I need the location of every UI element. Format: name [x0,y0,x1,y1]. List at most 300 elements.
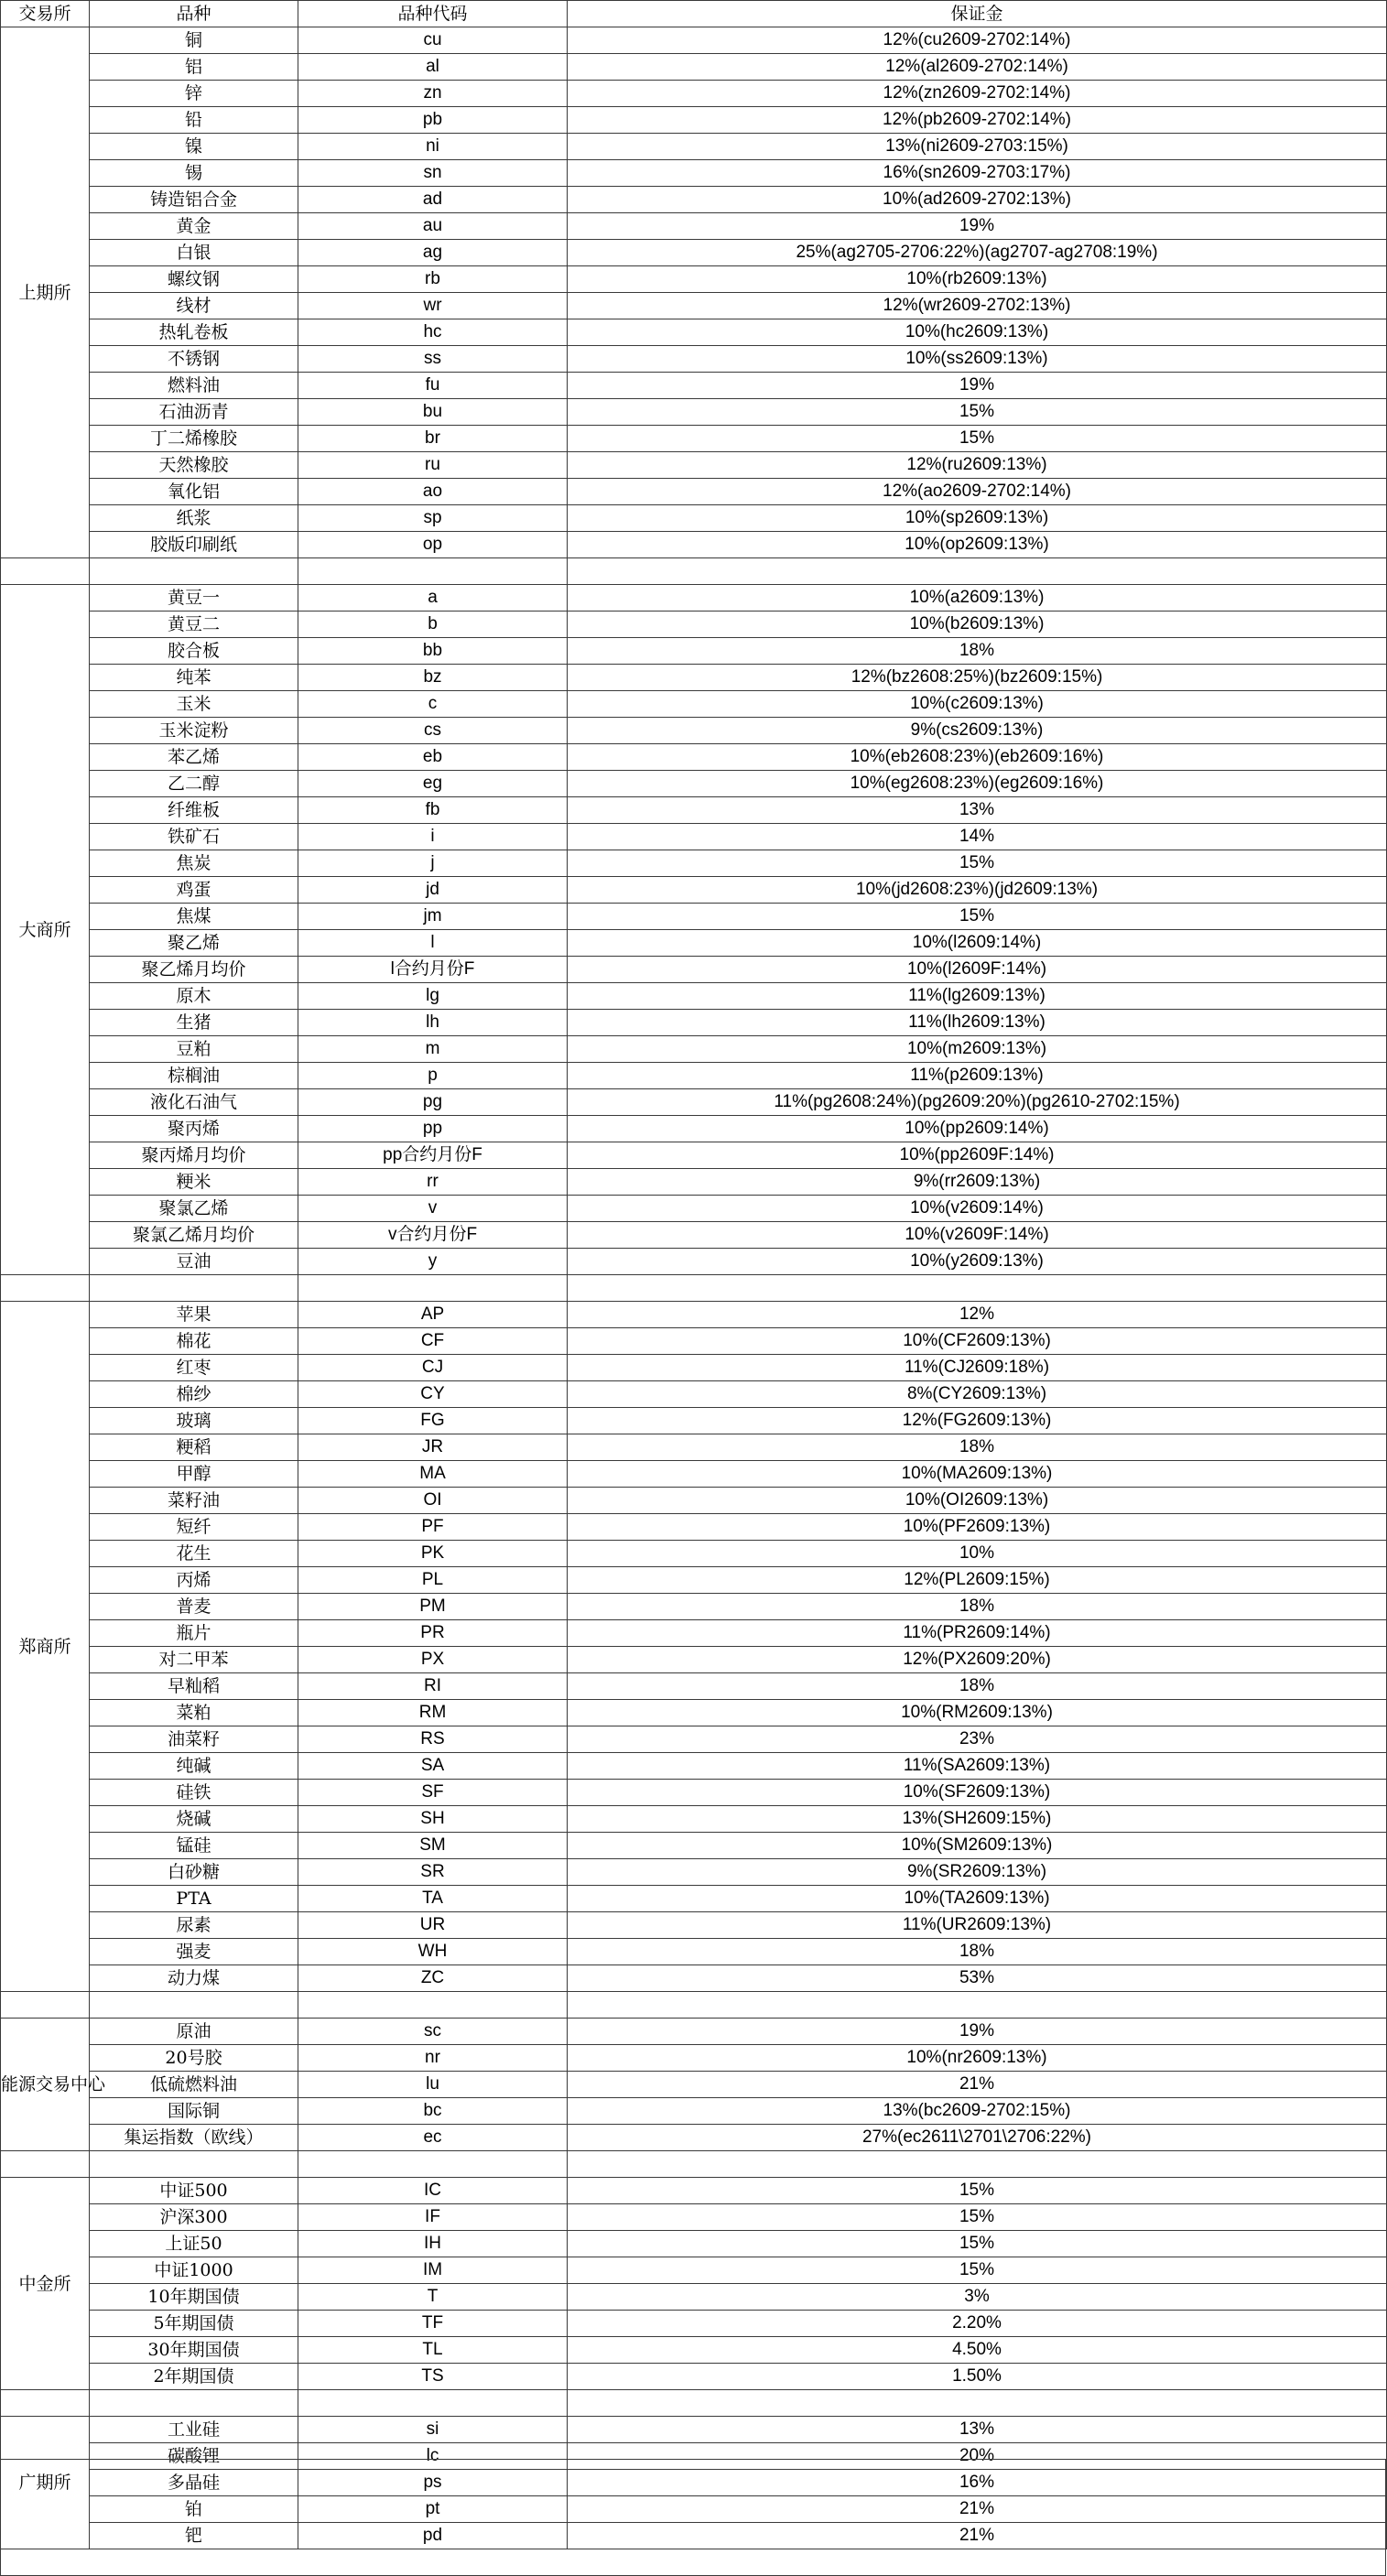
variety-cell: 天然橡胶 [90,452,298,479]
variety-cell: 苯乙烯 [90,744,298,771]
code-cell: IH [298,2231,568,2257]
margin-cell: 14% [568,824,1387,850]
margin-cell: 11%(PR2609:14%) [568,1620,1387,1647]
variety-cell: 强麦 [90,1939,298,1965]
code-cell: ao [298,479,568,505]
margin-cell: 15% [568,426,1387,452]
code-cell: OI [298,1488,568,1514]
margin-cell: 12%(al2609-2702:14%) [568,54,1387,81]
empty-cell [90,1275,298,1302]
table-row [1,850,1387,877]
variety-cell: 锰硅 [90,1833,298,1859]
table-row [1,2311,1387,2337]
table-row [1,771,1387,797]
margin-cell: 10%(SM2609:13%) [568,1833,1387,1859]
margin-cell: 8%(CY2609:13%) [568,1381,1387,1408]
table-row [1,1116,1387,1142]
code-cell: i [298,824,568,850]
variety-cell: 工业硅 [90,2417,298,2443]
variety-cell: 液化石油气 [90,1089,298,1116]
table-row [1,1859,1387,1886]
code-cell: rb [298,266,568,293]
margin-cell: 18% [568,638,1387,665]
code-cell: nr [298,2045,568,2072]
code-cell: sn [298,160,568,187]
code-cell: pt [298,2496,568,2523]
code-cell: wr [298,293,568,319]
table-row [1,1302,1387,1328]
variety-cell: 氧化铝 [90,479,298,505]
code-cell: bc [298,2098,568,2125]
exchange-cell: 大商所 [1,585,90,1275]
variety-cell: 燃料油 [90,373,298,399]
code-cell: WH [298,1939,568,1965]
header-margin: 保证金 [568,1,1387,27]
code-cell: ru [298,452,568,479]
margin-cell: 4.50% [568,2337,1387,2364]
variety-cell: 短纤 [90,1514,298,1541]
empty-cell [298,2151,568,2178]
variety-cell: 原木 [90,983,298,1010]
margin-cell: 15% [568,2204,1387,2231]
variety-cell: 玻璃 [90,1408,298,1434]
empty-cell [568,2151,1387,2178]
table-row [1,691,1387,718]
variety-cell: 线材 [90,293,298,319]
margin-cell: 12%(zn2609-2702:14%) [568,81,1387,107]
variety-cell: 多晶硅 [90,2470,298,2496]
margin-cell: 3% [568,2284,1387,2311]
spacer-row [1,1992,1387,2019]
variety-cell: 花生 [90,1541,298,1567]
margin-cell: 9%(SR2609:13%) [568,1859,1387,1886]
margin-cell: 15% [568,2178,1387,2204]
margin-cell: 21% [568,2523,1387,2549]
code-cell: pp [298,1116,568,1142]
header-row [1,1,1387,27]
variety-cell: 钯 [90,2523,298,2549]
margin-cell: 12% [568,1302,1387,1328]
margin-cell: 18% [568,1434,1387,1461]
margin-cell: 13% [568,2417,1387,2443]
variety-cell: 瓶片 [90,1620,298,1647]
code-cell: ag [298,240,568,266]
code-cell: zn [298,81,568,107]
empty-cell [90,558,298,585]
code-cell: SR [298,1859,568,1886]
empty-cell [1,2151,90,2178]
variety-cell: 黄金 [90,213,298,240]
table-row [1,346,1387,373]
variety-cell: 铜 [90,27,298,54]
margin-cell: 10%(rb2609:13%) [568,266,1387,293]
code-cell: lg [298,983,568,1010]
table-row [1,1912,1387,1939]
margin-cell: 10%(l2609:14%) [568,930,1387,957]
code-cell: ps [298,2470,568,2496]
code-cell: ad [298,187,568,213]
table-row [1,27,1387,54]
variety-cell: 聚丙烯 [90,1116,298,1142]
variety-cell: 纯苯 [90,665,298,691]
table-row [1,1939,1387,1965]
margin-cell: 10%(m2609:13%) [568,1036,1387,1063]
table-row [1,824,1387,850]
variety-cell: 中证500 [90,2178,298,2204]
table-row [1,452,1387,479]
table-row [1,1036,1387,1063]
header-code: 品种代码 [298,1,568,27]
table-row [1,1594,1387,1620]
variety-cell: 菜粕 [90,1700,298,1726]
variety-cell: 镍 [90,134,298,160]
code-cell: PR [298,1620,568,1647]
margin-cell: 11%(CJ2609:18%) [568,1355,1387,1381]
table-row [1,2364,1387,2390]
margin-cell: 12%(wr2609-2702:13%) [568,293,1387,319]
margin-cell: 20% [568,2443,1387,2470]
variety-cell: 20号胶 [90,2045,298,2072]
spacer-row [1,558,1387,585]
code-cell: c [298,691,568,718]
code-cell: UR [298,1912,568,1939]
margin-cell: 10%(RM2609:13%) [568,1700,1387,1726]
variety-cell: 沪深300 [90,2204,298,2231]
table-row [1,293,1387,319]
variety-cell: 焦煤 [90,904,298,930]
variety-cell: 乙二醇 [90,771,298,797]
table-row [1,1169,1387,1196]
margin-cell: 21% [568,2072,1387,2098]
table-row [1,373,1387,399]
variety-cell: 不锈钢 [90,346,298,373]
margin-cell: 12%(PX2609:20%) [568,1647,1387,1673]
variety-cell: 棉花 [90,1328,298,1355]
code-cell: PK [298,1541,568,1567]
variety-cell: 黄豆二 [90,612,298,638]
table-row [1,665,1387,691]
table-row [1,1355,1387,1381]
margin-cell: 10%(v2609:14%) [568,1196,1387,1222]
table-row [1,1806,1387,1833]
margin-cell: 10%(sp2609:13%) [568,505,1387,532]
code-cell: sc [298,2019,568,2045]
margin-cell: 1.50% [568,2364,1387,2390]
code-cell: pg [298,1089,568,1116]
margin-cell: 12%(FG2609:13%) [568,1408,1387,1434]
margin-cell: 19% [568,213,1387,240]
table-row [1,2045,1387,2072]
empty-cell [90,2151,298,2178]
table-row [1,1833,1387,1859]
table-row [1,2072,1387,2098]
margin-cell: 10%(jd2608:23%)(jd2609:13%) [568,877,1387,904]
variety-cell: 聚乙烯月均价 [90,957,298,983]
variety-cell: 菜籽油 [90,1488,298,1514]
empty-cell [298,1275,568,1302]
code-cell: op [298,532,568,558]
variety-cell: 10年期国债 [90,2284,298,2311]
table-row [1,1673,1387,1700]
empty-cell [1,1992,90,2019]
code-cell: ss [298,346,568,373]
margin-cell: 10%(v2609F:14%) [568,1222,1387,1249]
variety-cell: 粳稻 [90,1434,298,1461]
table-row [1,1381,1387,1408]
table-row [1,240,1387,266]
table-row [1,612,1387,638]
variety-cell: 油菜籽 [90,1726,298,1753]
margin-cell: 19% [568,373,1387,399]
table-row [1,2417,1387,2443]
spacer-row [1,1275,1387,1302]
variety-cell: 鸡蛋 [90,877,298,904]
code-cell: CJ [298,1355,568,1381]
margin-cell: 10%(pp2609:14%) [568,1116,1387,1142]
table-row [1,585,1387,612]
variety-cell: 锌 [90,81,298,107]
margin-cell: 15% [568,904,1387,930]
table-row [1,1965,1387,1992]
margin-cell: 12%(pb2609-2702:14%) [568,107,1387,134]
variety-cell: 纤维板 [90,797,298,824]
variety-cell: 铅 [90,107,298,134]
variety-cell: 生猪 [90,1010,298,1036]
variety-cell: 动力煤 [90,1965,298,1992]
code-cell: l合约月份F [298,957,568,983]
code-cell: SF [298,1780,568,1806]
code-cell: al [298,54,568,81]
code-cell: PX [298,1647,568,1673]
margin-cell: 27%(ec2611\2701\2706:22%) [568,2125,1387,2151]
table-row [1,1249,1387,1275]
code-cell: v合约月份F [298,1222,568,1249]
code-cell: cs [298,718,568,744]
margin-cell: 11%(UR2609:13%) [568,1912,1387,1939]
margin-cell: 11%(p2609:13%) [568,1063,1387,1089]
margin-cell: 10%(ad2609-2702:13%) [568,187,1387,213]
table-row [1,1196,1387,1222]
margin-cell: 15% [568,850,1387,877]
code-cell: JR [298,1434,568,1461]
variety-cell: 棕榈油 [90,1063,298,1089]
table-row [1,1620,1387,1647]
variety-cell: 烧碱 [90,1806,298,1833]
margin-cell: 10%(b2609:13%) [568,612,1387,638]
code-cell: si [298,2417,568,2443]
variety-cell: 玉米淀粉 [90,718,298,744]
code-cell: AP [298,1302,568,1328]
code-cell: l [298,930,568,957]
variety-cell: 聚丙烯月均价 [90,1142,298,1169]
variety-cell: 甲醇 [90,1461,298,1488]
table-row [1,399,1387,426]
table-row [1,1780,1387,1806]
table-row [1,54,1387,81]
variety-cell: 玉米 [90,691,298,718]
empty-cell [90,2390,298,2417]
code-cell: a [298,585,568,612]
variety-cell: 对二甲苯 [90,1647,298,1673]
table-row [1,1461,1387,1488]
code-cell: jd [298,877,568,904]
table-row [1,107,1387,134]
variety-cell: 聚乙烯 [90,930,298,957]
table-row [1,1142,1387,1169]
margin-cell: 2.20% [568,2311,1387,2337]
code-cell: ni [298,134,568,160]
table-row [1,1010,1387,1036]
code-cell: eb [298,744,568,771]
empty-cell [1,1275,90,1302]
margin-cell: 10%(MA2609:13%) [568,1461,1387,1488]
table-row [1,744,1387,771]
table-row [1,505,1387,532]
margin-cell: 10%(eg2608:23%)(eg2609:16%) [568,771,1387,797]
variety-cell: 聚氯乙烯月均价 [90,1222,298,1249]
margin-cell: 9%(cs2609:13%) [568,718,1387,744]
table-row [1,1753,1387,1780]
table-row [1,2019,1387,2045]
code-cell: PM [298,1594,568,1620]
table-row [1,479,1387,505]
code-cell: SM [298,1833,568,1859]
table-row [1,1541,1387,1567]
code-cell: TL [298,2337,568,2364]
code-cell: pd [298,2523,568,2549]
variety-cell: 尿素 [90,1912,298,1939]
code-cell: fb [298,797,568,824]
variety-cell: 铁矿石 [90,824,298,850]
variety-cell: 石油沥青 [90,399,298,426]
table-row [1,2125,1387,2151]
table-row [1,426,1387,452]
margin-cell: 10%(hc2609:13%) [568,319,1387,346]
margin-cell: 10% [568,1541,1387,1567]
table-row [1,134,1387,160]
code-cell: m [298,1036,568,1063]
variety-cell: 集运指数（欧线） [90,2125,298,2151]
table-row [1,1488,1387,1514]
table-row [1,877,1387,904]
margin-cell: 18% [568,1594,1387,1620]
margin-cell: 18% [568,1673,1387,1700]
margin-cell: 10%(ss2609:13%) [568,346,1387,373]
table-row [1,1726,1387,1753]
code-cell: TA [298,1886,568,1912]
margin-cell: 9%(rr2609:13%) [568,1169,1387,1196]
margin-cell: 10%(l2609F:14%) [568,957,1387,983]
table-row [1,1647,1387,1673]
table-row [1,266,1387,293]
margin-cell: 11%(lh2609:13%) [568,1010,1387,1036]
code-cell: b [298,612,568,638]
code-cell: v [298,1196,568,1222]
table-row [1,1514,1387,1541]
margin-cell: 25%(ag2705-2706:22%)(ag2707-ag2708:19%) [568,240,1387,266]
margin-cell: 10%(op2609:13%) [568,532,1387,558]
variety-cell: 铂 [90,2496,298,2523]
margin-cell: 16% [568,2470,1387,2496]
code-cell: ec [298,2125,568,2151]
margin-cell: 10%(OI2609:13%) [568,1488,1387,1514]
code-cell: ZC [298,1965,568,1992]
table-row [1,1222,1387,1249]
code-cell: cu [298,27,568,54]
table-row [1,957,1387,983]
table-row [1,638,1387,665]
code-cell: PL [298,1567,568,1594]
table-row [1,797,1387,824]
code-cell: j [298,850,568,877]
table-row [1,1567,1387,1594]
code-cell: lu [298,2072,568,2098]
margin-cell: 11%(SA2609:13%) [568,1753,1387,1780]
table-row [1,160,1387,187]
variety-cell: 胶合板 [90,638,298,665]
code-cell: T [298,2284,568,2311]
table-row [1,1408,1387,1434]
exchange-cell: 上期所 [1,27,90,558]
margin-cell: 16%(sn2609-2703:17%) [568,160,1387,187]
margin-cell: 13%(bc2609-2702:15%) [568,2098,1387,2125]
variety-cell: 白银 [90,240,298,266]
code-cell: br [298,426,568,452]
variety-cell: 丙烯 [90,1567,298,1594]
table-row [1,1328,1387,1355]
variety-cell: 纯碱 [90,1753,298,1780]
code-cell: IF [298,2204,568,2231]
margin-cell: 13%(ni2609-2703:15%) [568,134,1387,160]
table-row [1,81,1387,107]
margin-cell: 15% [568,399,1387,426]
code-cell: fu [298,373,568,399]
code-cell: eg [298,771,568,797]
margin-cell: 10%(a2609:13%) [568,585,1387,612]
margin-cell: 18% [568,1939,1387,1965]
code-cell: TF [298,2311,568,2337]
variety-cell: 上证50 [90,2231,298,2257]
code-cell: au [298,213,568,240]
variety-cell: 碳酸锂 [90,2443,298,2470]
table-row [1,2284,1387,2311]
variety-cell: 早籼稻 [90,1673,298,1700]
header-exchange: 交易所 [1,1,90,27]
variety-cell: PTA [90,1886,298,1912]
code-cell: bb [298,638,568,665]
margin-cell: 12%(ao2609-2702:14%) [568,479,1387,505]
variety-cell: 豆粕 [90,1036,298,1063]
variety-cell: 国际铜 [90,2098,298,2125]
variety-cell: 中证1000 [90,2257,298,2284]
margin-cell: 10%(nr2609:13%) [568,2045,1387,2072]
variety-cell: 聚氯乙烯 [90,1196,298,1222]
empty-cell [568,1992,1387,2019]
margin-cell: 15% [568,2257,1387,2284]
table-row [1,2204,1387,2231]
empty-cell [568,1275,1387,1302]
variety-cell: 螺纹钢 [90,266,298,293]
table-row [1,532,1387,558]
variety-cell: 豆油 [90,1249,298,1275]
code-cell: hc [298,319,568,346]
variety-cell: 红枣 [90,1355,298,1381]
variety-cell: 粳米 [90,1169,298,1196]
variety-cell: 低硫燃料油 [90,2072,298,2098]
table-row [1,1089,1387,1116]
code-cell: sp [298,505,568,532]
margin-cell: 10%(pp2609F:14%) [568,1142,1387,1169]
